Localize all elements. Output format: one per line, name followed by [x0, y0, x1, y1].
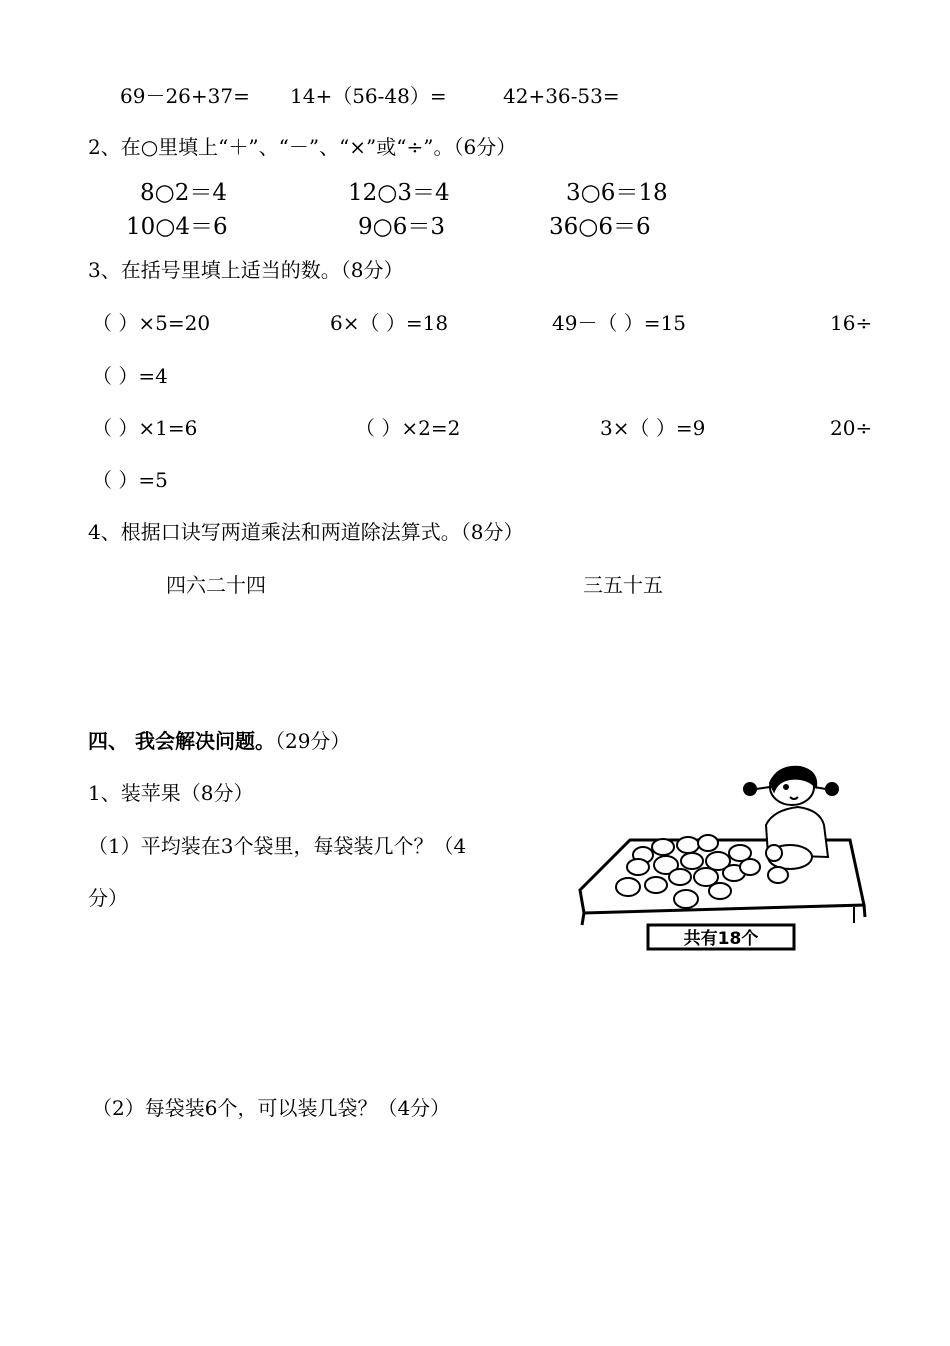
q3-item-7: 3×（ ）=9: [600, 416, 706, 440]
question-2-title: 2、在○里填上“＋”、“－”、“×”或“÷”。（6分）: [88, 135, 517, 159]
section-4-score: （29分）: [274, 729, 351, 753]
expression-3: 42+36-53=: [503, 84, 620, 108]
question-4-title: 4、根据口诀写两道乘法和两道除法算式。（8分）: [88, 520, 524, 544]
q3-item-8a: 20÷: [830, 416, 873, 440]
section-4-heading: [88, 729, 350, 753]
expression-1: 69－26+37=: [120, 84, 250, 108]
problem-1-sub-1: （1）平均装在3个袋里，每袋装几个？（4: [88, 834, 467, 858]
q2-item-6: 36○6＝6: [549, 214, 651, 240]
multiplication-phrase-2: 三五十五: [583, 573, 663, 597]
section-4-title: 四、 我会解决问题。: [88, 729, 275, 753]
problem-1-sub-2: （2）每袋装6个，可以装几袋？（4分）: [92, 1096, 451, 1120]
q3-item-3: 49－（ ）=15: [552, 311, 687, 335]
problem-1-title: 1、装苹果（8分）: [88, 781, 254, 805]
q3-item-8b: （ ）=5: [92, 468, 168, 492]
problem-1-sub-1-cont: 分）: [88, 886, 128, 910]
q3-item-4b: （ ）=4: [92, 364, 168, 388]
multiplication-phrase-1: 四六二十四: [166, 573, 266, 597]
q3-item-5: （ ）×1=6: [92, 416, 198, 440]
q3-item-1: （ ）×5=20: [92, 311, 211, 335]
expression-2: 14+（56-48）=: [290, 84, 447, 108]
q3-item-6: （ ）×2=2: [355, 416, 461, 440]
q2-item-5: 9○6＝3: [358, 214, 445, 240]
q3-item-2: 6×（ ）=18: [330, 311, 449, 335]
apple-count-sign: 共有18个: [683, 929, 759, 949]
q2-item-1: 8○2＝4: [140, 180, 227, 206]
apples-illustration: [568, 765, 868, 955]
q3-item-4a: 16÷: [830, 311, 873, 335]
q2-item-4: 10○4＝6: [126, 214, 228, 240]
q2-item-2: 12○3＝4: [348, 180, 450, 206]
question-3-title: 3、在括号里填上适当的数。（8分）: [88, 258, 404, 282]
q2-item-3: 3○6＝18: [566, 180, 668, 206]
